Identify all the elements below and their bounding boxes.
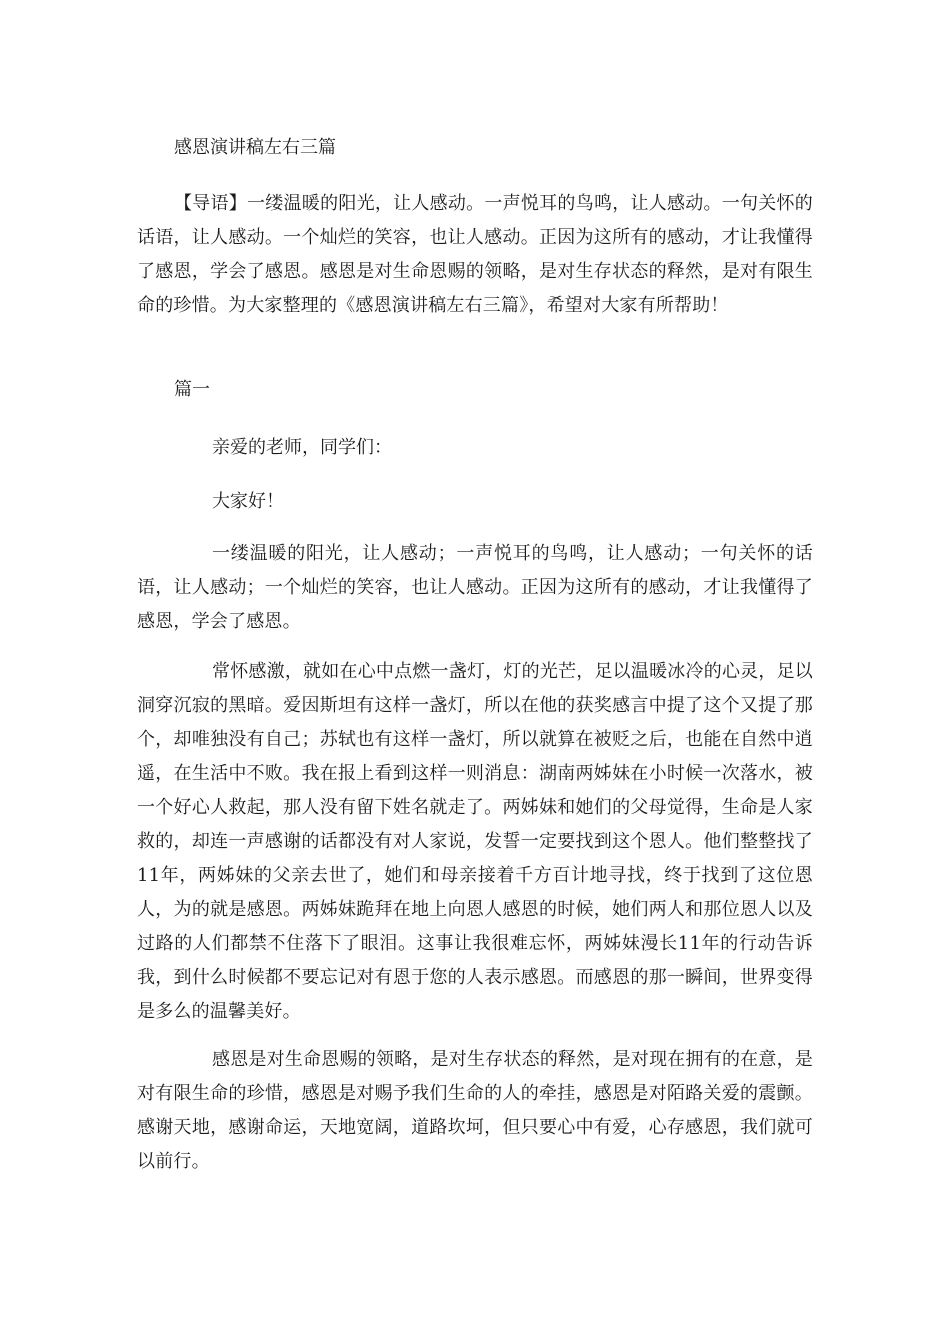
intro-paragraph: 【导语】一缕温暖的阳光，让人感动。一声悦耳的鸟鸣，让人感动。一句关怀的话语，让人感动。一个灿烂的笑容，也让人感动。正因为这所有的感动，才让我懂得了感恩，学会了感恩。感恩是对生命恩赐的领略，是对生存状态的释然，是对有限生命的珍惜。为大家整理的《感恩演讲稿左右三篇》，希望对大家有所帮助！ <box>137 193 813 316</box>
section-heading: 篇一 <box>174 379 210 400</box>
body-paragraph-3: 感恩是对生命恩赐的领略，是对生存状态的释然，是对现在拥有的在意，是对有限生命的珍惜，感恩是对赐予我们生命的人的牵挂，感恩是对陌路关爱的震颤。感谢天地，感谢命运，天地宽阔，道路坎坷，但只要心中有爱，心存感恩，我们就可以前行。 <box>137 1049 813 1172</box>
body-paragraph-1: 一缕温暖的阳光，让人感动；一声悦耳的鸟鸣，让人感动；一句关怀的话语，让人感动；一个灿烂的笑容，也让人感动。正因为这所有的感动，才让我懂得了感恩，学会了感恩。 <box>137 543 813 632</box>
salutation: 亲爱的老师，同学们： <box>212 437 392 458</box>
document-title: 感恩演讲稿左右三篇 <box>174 137 336 158</box>
greeting: 大家好！ <box>212 491 284 512</box>
body-paragraph-2: 常怀感激，就如在心中点燃一盏灯，灯的光芒，足以温暖冰冷的心灵，足以洞穿沉寂的黑暗。爱因斯坦有这样一盏灯，所以在他的获奖感言中提了这个又提了那个，却唯独没有自己；苏轼也有这样一盏灯，所以就算在被贬之后，也能在自然中逍遥，在生活中不败。我在报上看到这样一则消息：湖南两姊妹在小时候一次落水，被一个好心人救起，那人没有留下姓名就走了。两姊妹和她们的父母觉得，生命是人家救的，却连一声感谢的话都没有对人家说，发誓一定要找到这个恩人。他们整整找了11年，两姊妹的父亲去世了，她们和母亲接着千方百计地寻找，终于找到了这位恩人，为的就是感恩。两姊妹跪拜在地上向恩人感恩的时候，她们两人和那位恩人以及过路的人们都禁不住落下了眼泪。这事让我很难忘怀，两姊妹漫长11年的行动告诉我，到什么时候都不要忘记对有恩于您的人表示感恩。而感恩的那一瞬间，世界变得是多么的温馨美好。 <box>137 661 813 1022</box>
